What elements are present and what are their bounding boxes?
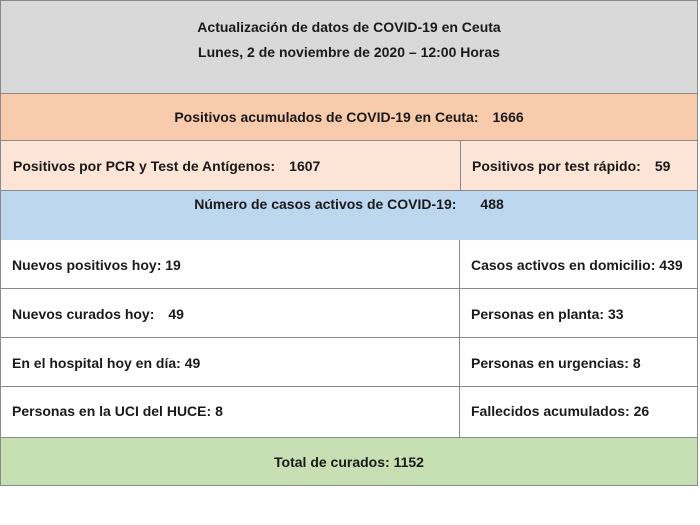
positivos-acumulados	[1, 109, 697, 125]
grid-row-line	[0, 386, 698, 387]
stat-planta	[471, 306, 624, 322]
stat-label: Personas en urgencias:	[471, 355, 629, 371]
grid-row-line	[0, 337, 698, 338]
total-curados-label: Total de curados:	[274, 454, 390, 470]
stat-label: En el hospital hoy en día:	[12, 355, 181, 371]
stat-value: 49	[184, 355, 201, 371]
pcr-antigenos	[13, 158, 320, 174]
stat-value: 49	[168, 306, 184, 322]
stat-hospital	[12, 355, 200, 371]
casos-activos-label: Número de casos activos de COVID-19:	[194, 196, 457, 212]
stat-label: Personas en la UCI del HUCE:	[12, 403, 212, 419]
stat-label: Fallecidos acumulados:	[471, 403, 630, 419]
positivos-desglose-row	[0, 141, 698, 191]
stat-value: 26	[633, 403, 650, 419]
total-curados-row	[0, 437, 698, 486]
report-header	[0, 0, 698, 94]
stat-label: Personas en planta:	[471, 306, 605, 322]
total-curados	[1, 454, 697, 470]
stat-value: 19	[165, 257, 181, 273]
pcr-antigenos-label: Positivos por PCR y Test de Antígenos:	[13, 158, 276, 174]
grid-row-line	[0, 288, 698, 289]
stat-label: Nuevos positivos hoy:	[12, 257, 162, 273]
positivos-acumulados-value: 1666	[492, 109, 524, 125]
stat-nuevos-positivos	[12, 257, 181, 273]
split-divider	[460, 141, 461, 191]
total-curados-value: 1152	[393, 454, 424, 470]
stat-value: 33	[607, 306, 624, 322]
stat-urgencias	[471, 355, 641, 371]
positivos-acumulados-row	[0, 94, 698, 141]
stat-uci	[12, 403, 223, 419]
stat-value: 8	[632, 355, 641, 371]
casos-activos-row	[0, 191, 698, 240]
pcr-antigenos-value: 1607	[289, 158, 321, 174]
casos-activos-value: 488	[480, 196, 504, 212]
positivos-acumulados-label: Positivos acumulados de COVID-19 en Ceuta:	[174, 109, 479, 125]
casos-activos	[1, 196, 697, 212]
stat-nuevos-curados	[12, 306, 184, 322]
stat-value: 439	[659, 257, 683, 273]
report-date: Lunes, 2 de noviembre de 2020 – 12:00 Horas	[198, 44, 500, 60]
report-title: Actualización de datos de COVID-19 en Ceuta	[197, 19, 501, 35]
stat-value: 8	[215, 403, 223, 419]
stat-label: Nuevos curados hoy:	[12, 306, 155, 322]
grid-divider	[459, 240, 460, 437]
test-rapido	[472, 158, 670, 174]
stat-fallecidos	[471, 403, 649, 419]
test-rapido-value: 59	[654, 158, 671, 174]
stat-domicilio	[471, 257, 683, 273]
stats-grid	[0, 240, 698, 437]
test-rapido-label: Positivos por test rápido:	[472, 158, 641, 174]
stat-label: Casos activos en domicilio:	[471, 257, 656, 273]
